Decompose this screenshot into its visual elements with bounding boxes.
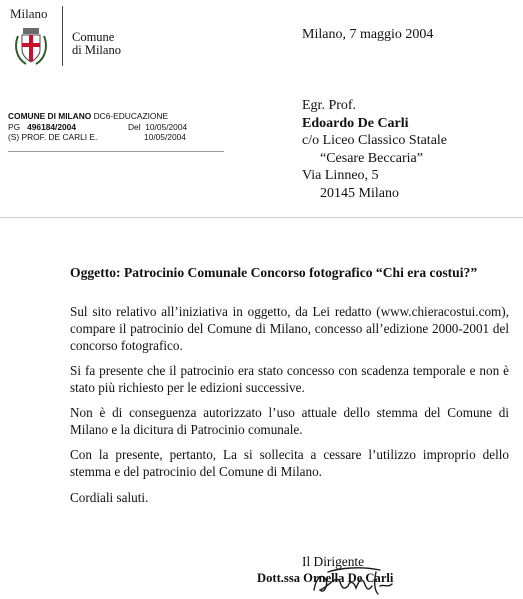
signatory-name: Dott.ssa Ornella De Carli xyxy=(257,571,394,585)
recipient-line2: “Cesare Beccaria” xyxy=(320,150,423,166)
recipient-address xyxy=(302,97,447,202)
signature-stroke xyxy=(314,568,392,594)
page-fold-line xyxy=(0,217,523,218)
letter-subject: Oggetto: Patrocinio Comunale Concorso fotografico “Chi era costui?” xyxy=(70,265,478,280)
stamp-pg-number: 496184/2004 xyxy=(27,121,76,132)
signatory-role: Il Dirigente xyxy=(302,554,365,569)
recipient-salutation: Egr. Prof. xyxy=(302,98,357,113)
stamp-department: DC6-EDUCAZIONE xyxy=(93,111,169,121)
crest-crown xyxy=(23,28,39,34)
stamp-recipient-date: 10/05/2004 xyxy=(144,132,186,142)
letter-closing: Cordiali saluti. xyxy=(70,490,149,505)
stamp-row-pg xyxy=(8,122,224,133)
comune-label-line2: di Milano xyxy=(72,43,121,57)
stamp-row-office xyxy=(8,111,224,122)
letter-paragraph-2: Si fa presente che il patrocinio era stato concesso con scadenza temporale e non è stato più richiesto per le edizioni successive. xyxy=(70,363,509,395)
recipient-name: Edoardo De Carli xyxy=(302,115,409,131)
letter-paragraph-3: Non è di conseguenza autorizzato l’uso attuale dello stemma del Comune di Milano e la dicitura di Patrocinio comunale. xyxy=(70,405,509,437)
recipient-city: 20145 Milano xyxy=(320,185,399,201)
stamp-recipient: (S) PROF. DE CARLI E. xyxy=(8,132,98,142)
stamp-del-label: Del xyxy=(128,121,141,132)
letter-paragraph-4: Con la presente, pertanto, La si sollecita a cessare l’utilizzo improprio dello stemma e del patrocinio del Comune di Milano. xyxy=(70,447,509,479)
stamp-row-recipient xyxy=(8,132,224,143)
crest-cross-horizontal xyxy=(22,43,40,47)
stamp-del-date: 10/05/2004 xyxy=(145,121,188,132)
crest-cross-vertical xyxy=(29,35,33,61)
stamp-office: COMUNE DI MILANO xyxy=(8,111,92,121)
comune-label-line1: Comune xyxy=(72,30,115,44)
letter-date: Milano, 7 maggio 2004 xyxy=(302,27,434,42)
stamp-pg-label: PG xyxy=(8,121,21,132)
recipient-street: Via Linneo, 5 xyxy=(302,168,379,183)
recipient-line1: c/o Liceo Classico Statale xyxy=(302,133,448,148)
letter-paragraph-1: Sul sito relativo all’iniziativa in oggetto, da Lei redatto (www.chieracostui.com), compare il patrocinio del Comune di Milano, concesso all’edizione 2000-2001 del concorso fotografico. xyxy=(70,304,509,353)
handwritten-signature-icon xyxy=(300,560,410,599)
stamp-del-group xyxy=(128,122,187,133)
city-crest-icon xyxy=(14,26,48,68)
brand-name: Milano xyxy=(10,6,48,21)
protocol-stamp xyxy=(8,111,224,152)
logo-divider xyxy=(62,6,63,66)
